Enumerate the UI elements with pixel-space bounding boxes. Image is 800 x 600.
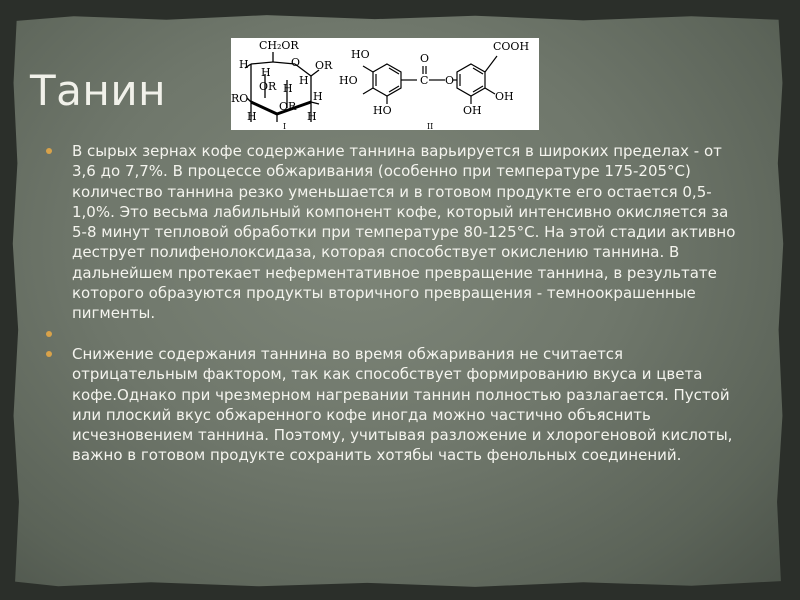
carbonyl-c-label: C [420,74,429,87]
tannin-formula-svg [231,38,539,130]
digallic-rings-lines [363,56,497,104]
ro-label: RO [231,92,249,105]
oh2-label: OH [463,104,482,117]
bullet-item-empty [46,324,736,344]
bullet-item [46,141,736,324]
or-inner-label: OR [259,80,277,93]
oh1-label: OH [495,90,514,103]
or-right-label: OR [315,59,333,72]
tannin-structure-image [231,38,539,130]
h-mid-label: H [283,82,293,95]
h-left-label: H [239,58,249,71]
ester-o-label: O [445,74,455,87]
slide-title: Танин [30,66,167,115]
h-inner1-label: H [261,66,271,79]
bullet-marker-icon [46,331,52,337]
bullet-text: Снижение содержания таннина во время обжаривания не считается отрицательным фактором, так как способствует формированию вкуса и цвета кофе.Однако при чрезмерном нагревании таннин полностью разлагается. Пустой или плоский вкус обжаренного кофе иногда можно частично объяснить исчезновением таннина. Поэтому, учитывая разложение и хлорогеновой кислоты, важно в готовом продукте сохранить хотябы часть фенольных соединений. [72,344,733,465]
bullet-list [46,141,736,466]
bullet-marker-icon [46,148,52,154]
ho1-label: HO [351,48,370,61]
h-bottom1-label: H [247,110,257,123]
structure-ii-numeral: II [427,122,434,130]
carbonyl-o-label: O [420,52,430,65]
bullet-marker-icon [46,351,52,357]
structure-i-numeral: I [283,122,287,130]
bullet-item [46,344,736,466]
h-bottom2-label: H [307,110,317,123]
or-bottom-label: OR [279,100,297,113]
cooh-label: COOH [493,40,530,53]
ch2or-label: CH₂OR [259,39,299,52]
h-inner2-label: H [299,74,309,87]
ho3-label: HO [373,104,392,117]
bullet-text: В сырых зернах кофе содержание таннина варьируется в широких пределах - от 3,6 до 7,7%. В процессе обжаривания (особенно при температуре 175-205°С) количество таннина резко уменьшается и в готовом продукте его остается 0,5-1,0%. Это весьма лабильный компонент кофе, который интенсивно окисляется за 5-8 минут тепловой обработки при температуре 80-125°С. На этой стадии активно деструет полифенолоксидаза, которая способствует окислению таннина. В дальнейшем протекает неферментативное превращение таннина, в результате которого образуются продукты вторичного превращения - темноокрашенные пигменты. [72,142,736,323]
h-c1-label: H [313,90,323,103]
ho2-label: HO [339,74,358,87]
ring-oxygen-label: O [291,56,301,69]
